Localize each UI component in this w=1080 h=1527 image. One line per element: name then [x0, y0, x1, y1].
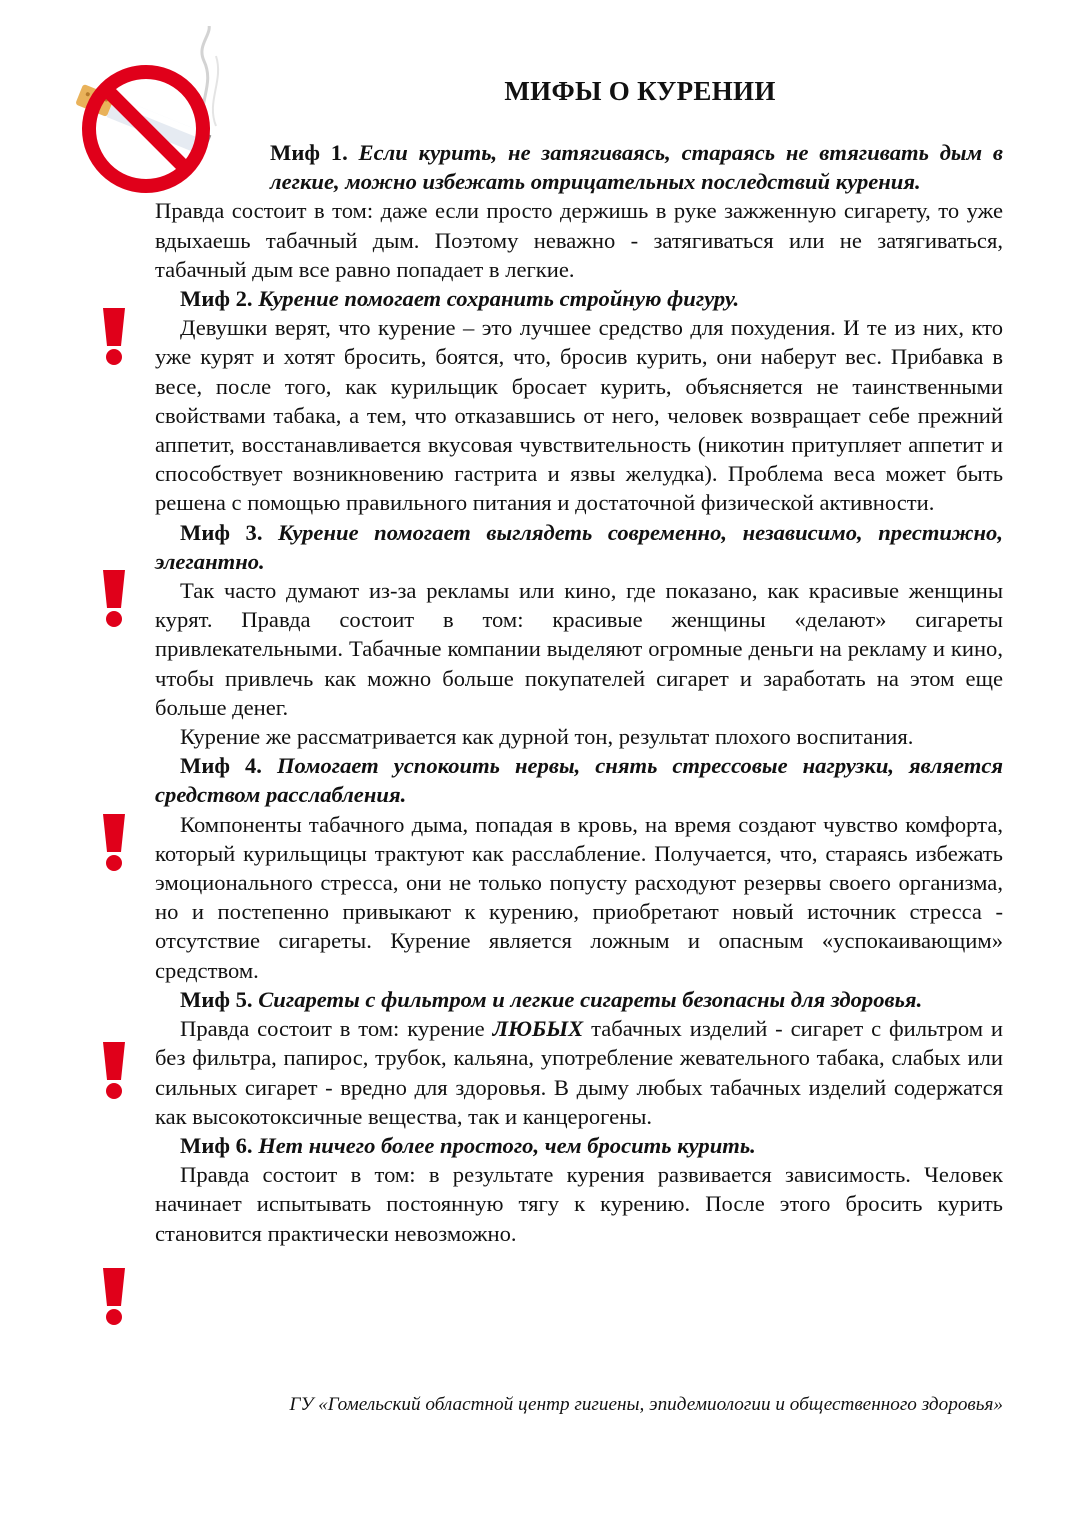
- myth-paragraph: [155, 1014, 1003, 1131]
- source-credit: ГУ «Гомельский областной центр гигиены, эпидемиологии и общественного здоровья»: [289, 1394, 1003, 1415]
- page-title: МИФЫ О КУРЕНИИ: [504, 76, 776, 106]
- myth-paragraph: Правда состоит в том: в результате курения развивается зависимость. Человек начинает испытывать постоянную тягу к курению. После этого бросить курить становится практически невозможно.: [155, 1162, 1003, 1246]
- myth-statement: Сигареты с фильтром и легкие сигареты безопасны для здоровья.: [258, 986, 923, 1012]
- myth-statement: Нет ничего более простого, чем бросить курить.: [258, 1132, 756, 1158]
- myth-heading: [155, 518, 1003, 576]
- myth-label: Миф 4.: [180, 753, 262, 779]
- myth-paragraph: Так часто думают из-за рекламы или кино, где показано, как красивые женщины курят. Правда состоит в том: красивые женщины «делают» сигареты привлекательными. Табачные компании выделяют огромные деньги на рекламу и кино, чтобы привлечь как можно больше покупателей сигарет и заработать на этом еще больше денег.: [155, 578, 1003, 720]
- myth-label: Миф 6.: [180, 1132, 253, 1158]
- paragraph-text: Правда состоит в том: курение: [180, 1016, 485, 1042]
- myth-heading: [155, 1131, 1003, 1160]
- myth-paragraph: Девушки верят, что курение – это лучшее средство для похудения. И те из них, кто уже курят и хотят бросить, боятся, что, бросив курить, они наберут вес. Прибавка в весе, после того, как курильщик бросает курить, объясняется не таинственными свойствами табака, а тем, что отказавшись от него, человек возвращает себе прежний аппетит, восстанавливается вкусовая чувствительность (никотин притупляет аппетит и способствует возникновению гастрита и язвы желудка). Проблема веса может быть решена с помощью правильного питания и достаточной физической активности.: [155, 315, 1003, 516]
- myth-statement: Курение помогает выглядеть современно, независимо, престижно, элегантно.: [155, 519, 1003, 574]
- myth-statement: Если курить, не затягиваясь, стараясь не втягивать дым в легкие, можно избежать отрицательных последствий курения.: [270, 140, 1003, 195]
- myth-heading: [155, 751, 1003, 809]
- myth-statement: Помогает успокоить нервы, снять стрессовые нагрузки, является средством расслабления.: [155, 753, 1003, 808]
- myth-paragraph: Курение же рассматривается как дурной тон, результат плохого воспитания.: [180, 724, 914, 750]
- myth-label: Миф 5.: [180, 986, 253, 1012]
- myth-statement: Курение помогает сохранить стройную фигуру.: [258, 286, 740, 312]
- paragraph-text: табачных изделий - сигарет с фильтром и без фильтра, папирос, трубок, кальяна, употребление жевательного табака, слабых или сильных сигарет - вредно для здоровья. В дыму любых табачных изделий содержатся как высокотоксичные вещества, так и канцерогены.: [155, 1016, 1003, 1129]
- exclamation-mark-icon: [96, 1040, 132, 1100]
- exclamation-mark-icon: [96, 568, 132, 628]
- exclamation-mark-icon: [96, 1266, 132, 1326]
- myth-heading: Миф 2. Курение помогает сохранить стройную фигуру.: [180, 286, 740, 312]
- myth-label: Миф 3.: [180, 519, 263, 545]
- exclamation-mark-icon: [96, 812, 132, 872]
- myth-label: Миф 2: [180, 286, 247, 312]
- myth-heading: [155, 138, 1003, 196]
- exclamation-mark-icon: [96, 306, 132, 366]
- myths-list: [155, 138, 1003, 1248]
- emphasis-text: ЛЮБЫХ: [492, 1016, 584, 1042]
- myth-label: Миф 1.: [270, 140, 348, 165]
- myth-heading: [155, 985, 1003, 1014]
- myth-paragraph: Компоненты табачного дыма, попадая в кровь, на время создают чувство комфорта, который курильщицы трактуют как расслабление. Получается, что, стараясь избежать эмоционального стресса, они не только попусту расходуют резервы своего организма, но и постепенно привыкают к курению, приобретают новый источник стресса - отсутствие сигареты. Курение является ложным и опасным «успокаивающим» средством.: [155, 811, 1003, 983]
- myth-paragraph: Правда состоит в том: даже если просто держишь в руке зажженную сигарету, то уже вдыхаешь табачный дым. Поэтому неважно - затягиваться или не затягиваться, табачный дым все равно попадает в легкие.: [155, 198, 1003, 282]
